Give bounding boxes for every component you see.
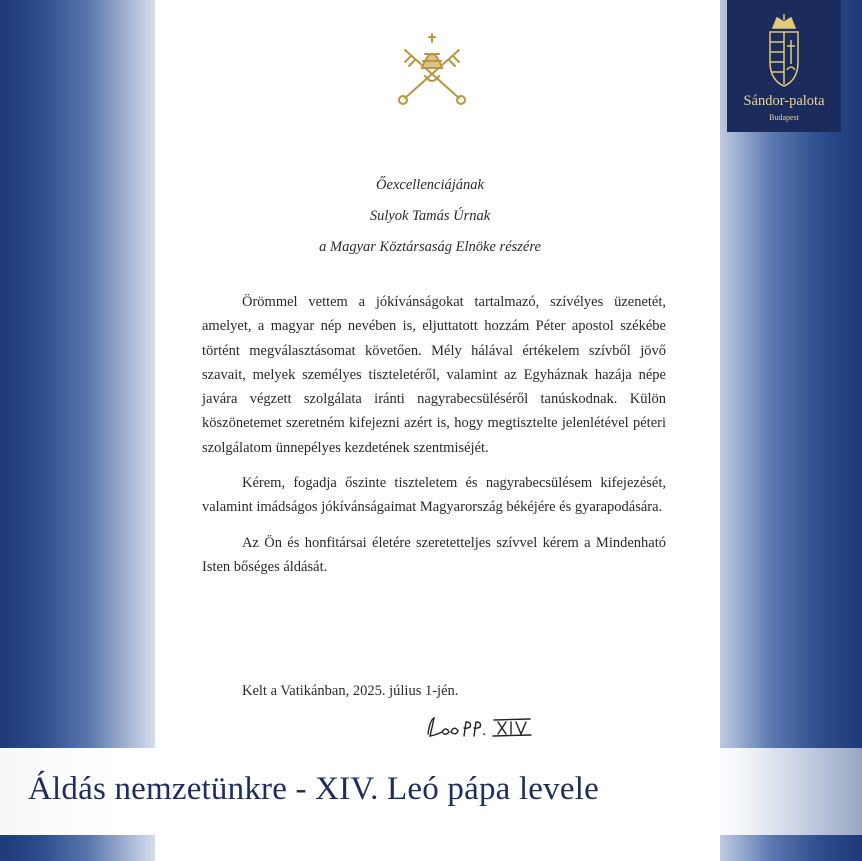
badge-city: Budapest [769,113,799,122]
letter-paragraph-1: Örömmel vettem a jókívánságokat tartalmazó, szívélyes üzenetét, amelyet, a magyar nép nevében is, eljuttatott hozzám Péter apostol székébe történt megválasztásomat követően. Mély hálával értékelem szívből jövő szavait, melyek személyes tiszteletéről, valamint az Egyháznak hazája népe javára végzett szolgálata iránti nagyrabecsüléséről tanúskodnak. Külön köszönetemet szeretném kifejezni azért is, hogy megtisztelte jelenlétével péteri szolgálatom ünnepélyes kezdetének szentmiséjét. [202,294,666,456]
letter-paragraph-3: Az Ön és honfitársai életére szeretetteljes szívvel kérem a Mindenható Isten bőséges áldását. [202,534,666,575]
addressee-line-3: a Magyar Köztársaság Elnöke részére [319,239,541,255]
letter-body [202,290,666,590]
letter-date-line: Kelt a Vatikánban, 2025. július 1-jén. [242,683,459,699]
addressee-line-1: Őexcellenciájának [376,177,484,193]
sandor-palota-badge [727,0,841,132]
signature [420,712,540,742]
banner-title: Áldás nemzetünkre - XIV. Leó pápa levele [28,771,599,807]
addressee-line-2: Sulyok Tamás Úrnak [369,208,491,224]
letter-paragraph-2: Kérem, fogadja őszinte tiszteletem és nagyrabecsülésem kifejezését, valamint imádságos jókívánságaimat Magyarország békéjére és gyarapodására. [202,475,666,516]
papal-crest-icon [395,28,469,106]
badge-name: Sándor-palota [743,93,825,109]
addressee-block [230,170,630,263]
hungarian-coat-of-arms-icon [765,12,803,88]
